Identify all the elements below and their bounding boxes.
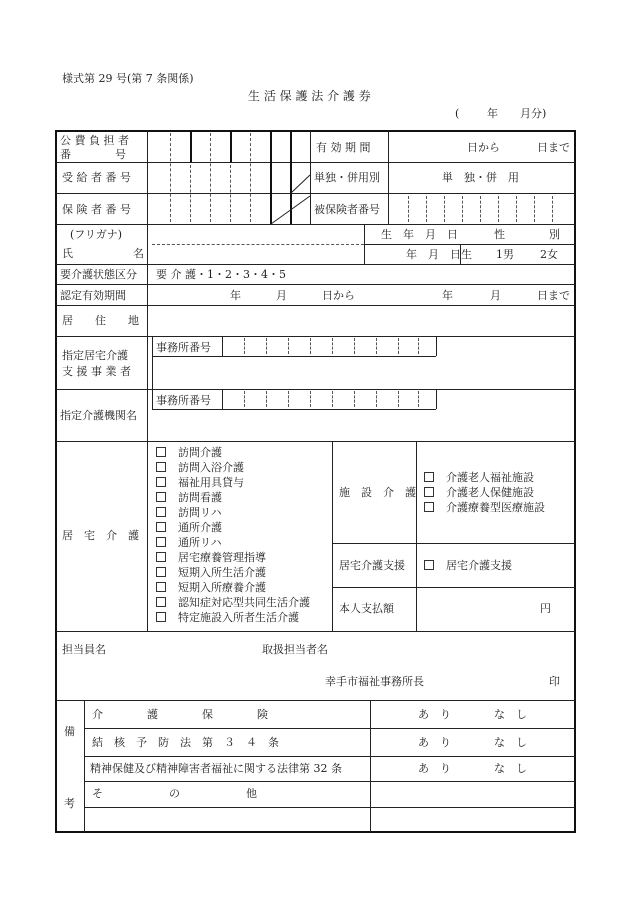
home-service-item[interactable]: 通所リハ	[156, 537, 222, 548]
name-label-2: 名	[133, 247, 144, 260]
yen-label: 円	[540, 602, 551, 615]
home-service-item[interactable]: 訪問リハ	[156, 507, 222, 518]
checkbox-icon[interactable]	[156, 462, 166, 472]
residence-label: 居 住 地	[62, 314, 139, 327]
institution-office-number-label: 事務所番号	[156, 394, 211, 407]
home-service-item[interactable]: 特定施設入所者生活介護	[156, 612, 299, 623]
birth-date-value: 年 月 日生	[406, 248, 472, 261]
home-service-item[interactable]: 通所介護	[156, 522, 222, 533]
provider-office-number-label: 事務所番号	[156, 341, 211, 354]
checkbox-icon[interactable]	[424, 472, 434, 482]
care-level-value: 要 介 護・1・2・3・4・5	[156, 268, 286, 281]
validity-until: 日まで	[537, 141, 570, 154]
seal-label: 印	[549, 675, 560, 688]
provider-label-2: 支 援 事 業 者	[62, 365, 131, 378]
office-head-label: 幸手市福祉事務所長	[325, 675, 424, 688]
checkbox-icon[interactable]	[156, 567, 166, 577]
facility-service-item[interactable]: 介護老人保健施設	[424, 487, 534, 498]
checkbox-icon[interactable]	[156, 447, 166, 457]
cert-year-1: 年	[230, 289, 241, 302]
cert-from: 日から	[322, 289, 355, 302]
cert-month-1: 月	[276, 289, 287, 302]
single-combined-value: 単 独・併 用	[442, 171, 519, 184]
support-service-item[interactable]: 居宅介護支援	[424, 560, 512, 571]
insured-number-label: 被保険者番号	[314, 203, 380, 216]
mental-law-no: な し	[494, 762, 527, 775]
form-number: 様式第 29 号(第 7 条関係)	[62, 72, 194, 85]
checkbox-icon[interactable]	[424, 487, 434, 497]
mental-law-yes: あ り	[418, 762, 451, 775]
provider-label-1: 指定居宅介護	[62, 349, 128, 362]
checkbox-icon[interactable]	[156, 612, 166, 622]
home-service-item[interactable]: 訪問介護	[156, 447, 222, 458]
month-open: (	[455, 107, 460, 120]
mental-law-label: 精神保健及び精神障害者福祉に関する法律第 32 条	[90, 762, 342, 775]
cert-year-2: 年	[442, 289, 453, 302]
furigana-label: (フリガナ)	[70, 228, 123, 241]
home-care-support-label: 居宅介護支援	[339, 559, 405, 572]
tb-law-no: な し	[494, 736, 527, 749]
sex-label: 性 別	[494, 228, 560, 241]
checkbox-icon[interactable]	[156, 492, 166, 502]
validity-period-label: 有 効 期 間	[316, 141, 371, 154]
care-level-label: 要介護状態区分	[60, 268, 137, 281]
facility-care-label: 施 設 介 護	[339, 486, 416, 499]
staff-name-label: 担当員名	[62, 643, 106, 656]
year-label: 年	[487, 107, 498, 120]
home-care-label: 居 宅 介 護	[62, 529, 139, 542]
facility-service-item[interactable]: 介護老人福祉施設	[424, 472, 534, 483]
public-payer-label-1: 公 費 負 担 者	[60, 134, 129, 147]
remarks-label-1: 備	[64, 725, 75, 738]
single-combined-label: 単独・併用別	[314, 171, 380, 184]
checkbox-icon[interactable]	[156, 507, 166, 517]
home-service-item[interactable]: 訪問入浴介護	[156, 462, 244, 473]
form-title: 生 活 保 護 法 介 護 券	[248, 89, 371, 103]
home-service-item[interactable]: 短期入所生活介護	[156, 567, 266, 578]
home-service-item[interactable]: 居宅療養管理指導	[156, 552, 266, 563]
remarks-label-2: 考	[64, 797, 75, 810]
tb-law-label: 結 核 予 防 法 第 ３ ４ 条	[92, 736, 279, 749]
cert-month-2: 月	[490, 289, 501, 302]
checkbox-icon[interactable]	[156, 582, 166, 592]
birth-date-label: 生 年 月 日	[381, 228, 458, 241]
insurer-number-label: 保 険 者 番 号	[62, 203, 131, 216]
sex-female: 2女	[540, 248, 558, 261]
home-service-item[interactable]: 福祉用具貸与	[156, 477, 244, 488]
recipient-number-label: 受 給 者 番 号	[62, 171, 131, 184]
home-service-item[interactable]: 認知症対応型共同生活介護	[156, 597, 310, 608]
checkbox-icon[interactable]	[424, 560, 434, 570]
public-payer-label-2: 番 号	[60, 148, 126, 161]
handler-name-label: 取扱担当者名	[262, 643, 328, 656]
care-insurance-yes: あ り	[418, 708, 451, 721]
month-label: 月分)	[520, 107, 547, 120]
sex-male: 1男	[496, 248, 514, 261]
self-pay-label: 本人支払額	[339, 602, 394, 615]
care-institution-label: 指定介護機関名	[60, 409, 137, 422]
cert-period-label: 認定有効期間	[60, 289, 126, 302]
name-label-1: 氏	[62, 247, 73, 260]
checkbox-icon[interactable]	[156, 597, 166, 607]
checkbox-icon[interactable]	[156, 522, 166, 532]
home-service-item[interactable]: 訪問看護	[156, 492, 222, 503]
other-label: そ の 他	[92, 787, 257, 800]
care-insurance-no: な し	[494, 708, 527, 721]
care-insurance-label: 介 護 保 険	[92, 708, 268, 721]
checkbox-icon[interactable]	[156, 537, 166, 547]
checkbox-icon[interactable]	[424, 502, 434, 512]
checkbox-icon[interactable]	[156, 477, 166, 487]
tb-law-yes: あ り	[418, 736, 451, 749]
cert-until: 日まで	[537, 289, 570, 302]
validity-from: 日から	[467, 141, 500, 154]
checkbox-icon[interactable]	[156, 552, 166, 562]
facility-service-item[interactable]: 介護療養型医療施設	[424, 502, 545, 513]
home-service-item[interactable]: 短期入所療養介護	[156, 582, 266, 593]
